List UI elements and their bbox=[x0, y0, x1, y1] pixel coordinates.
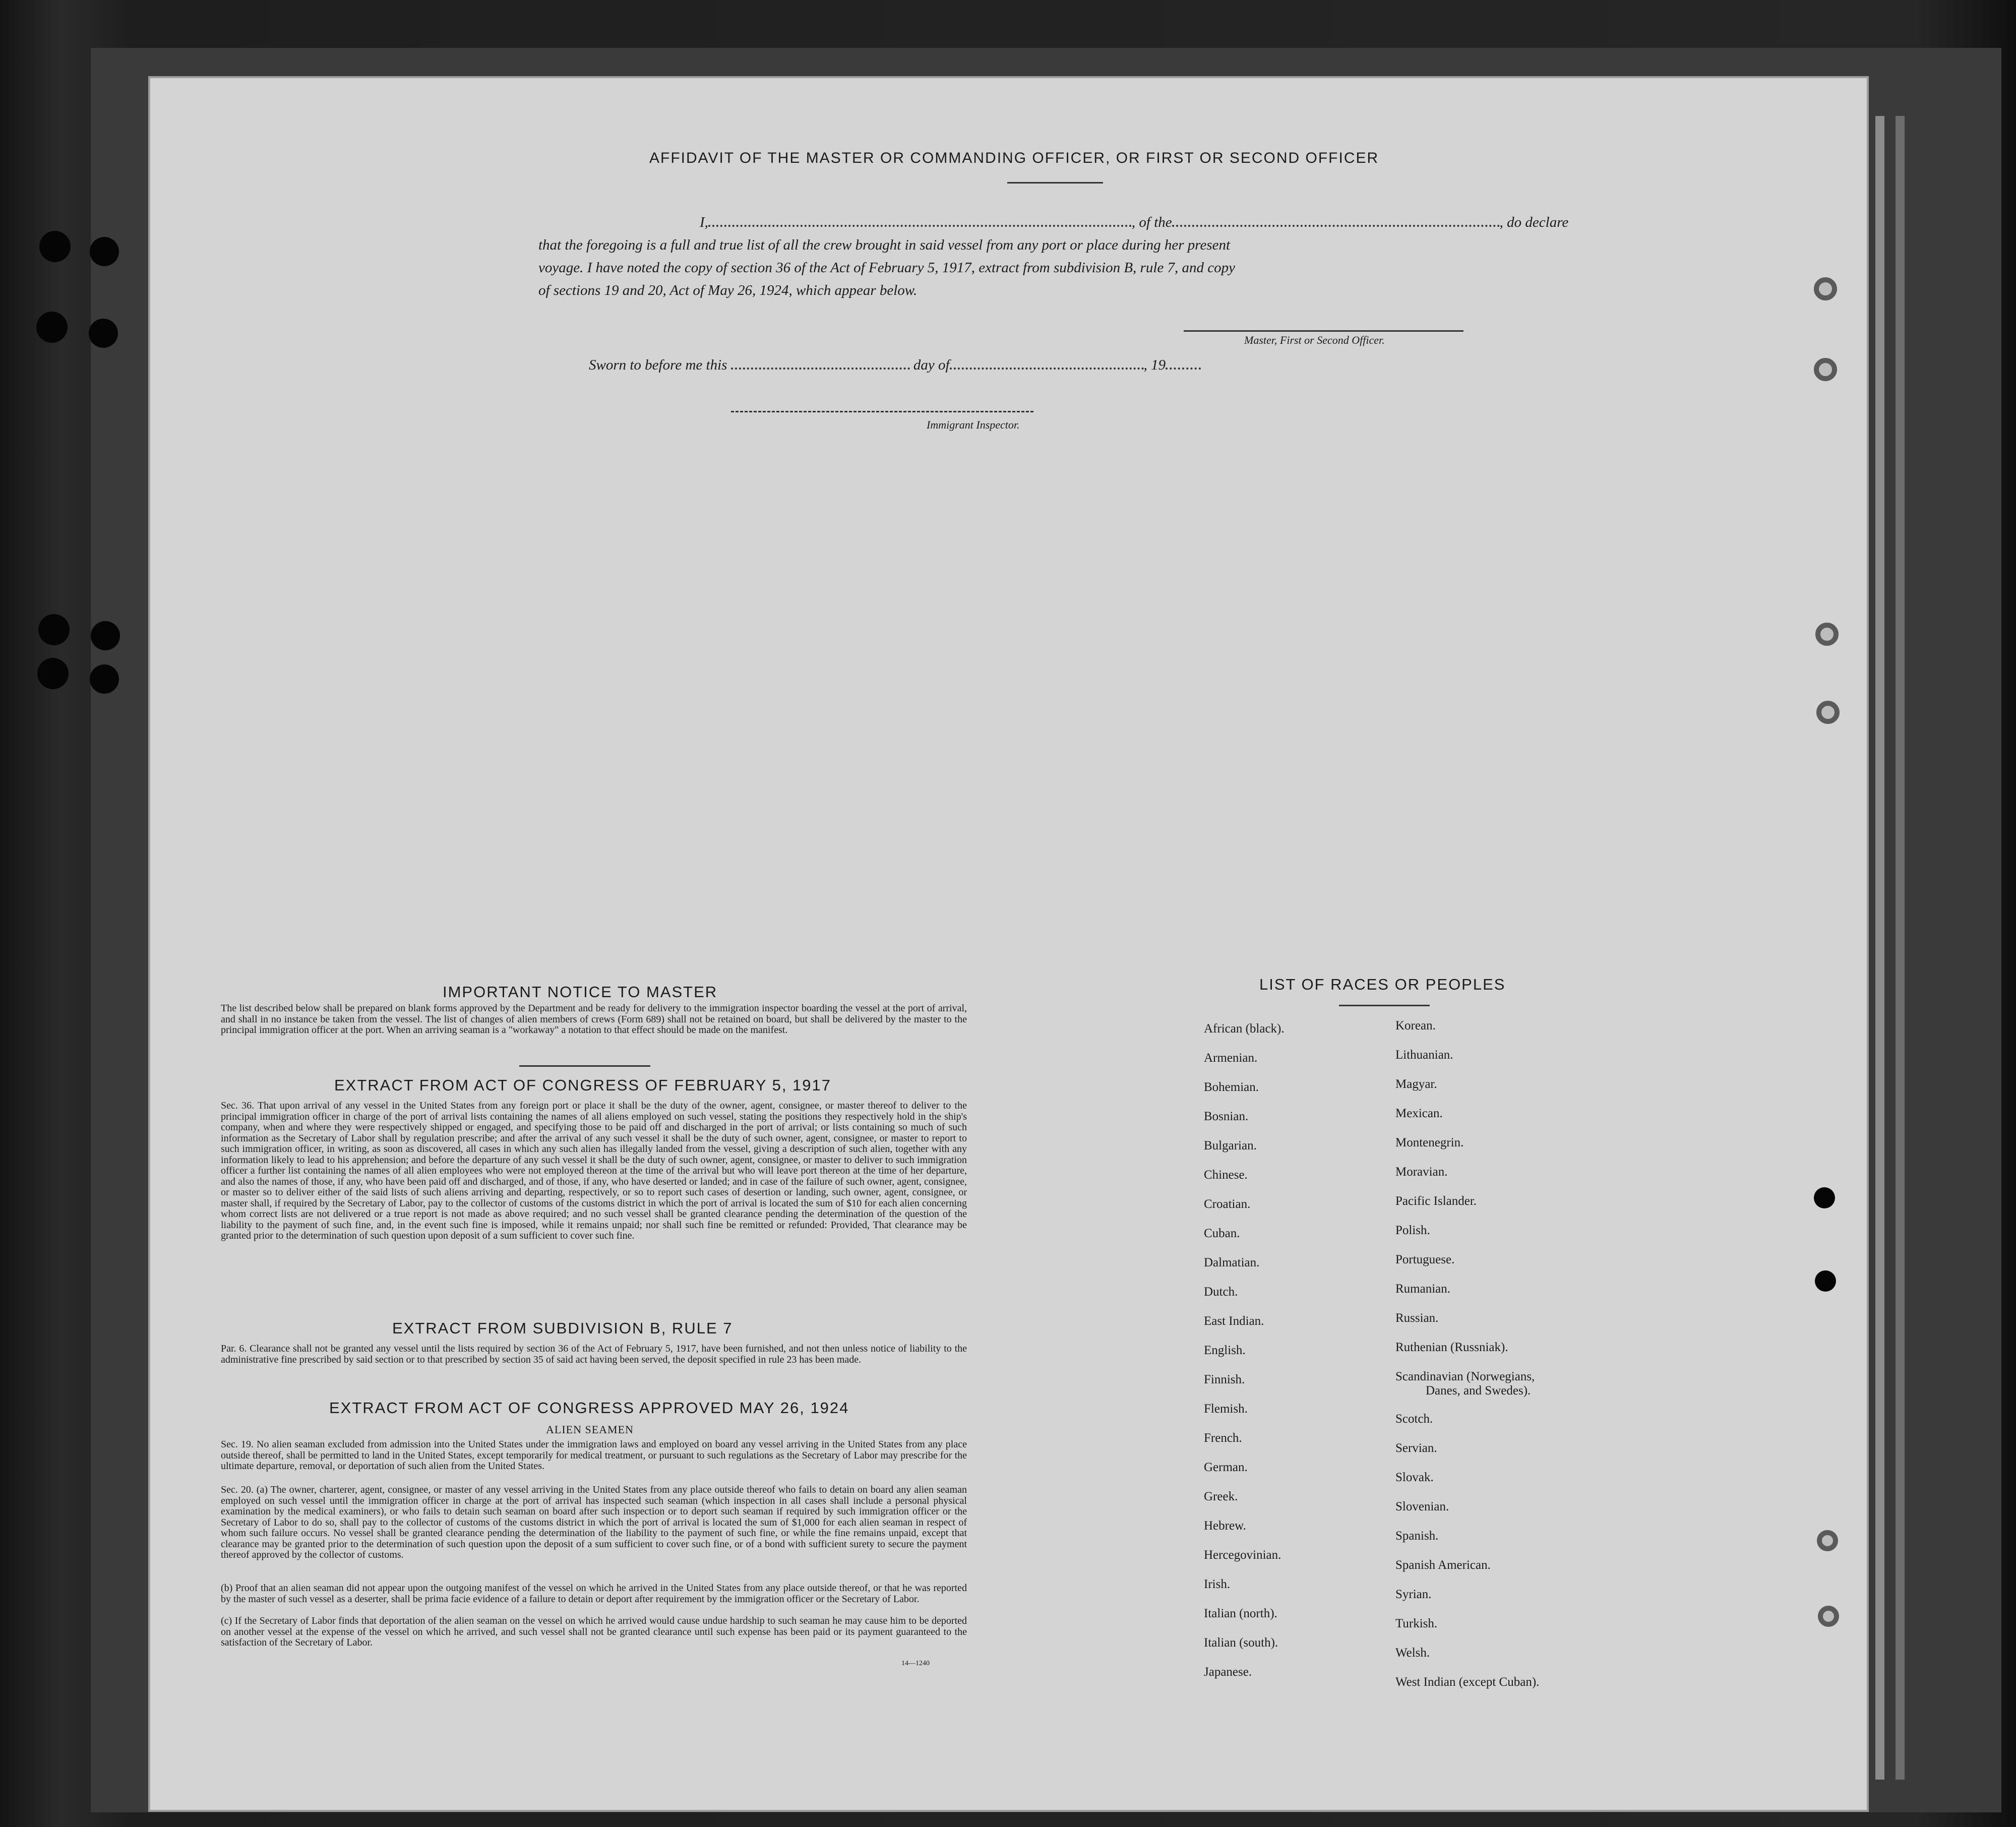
binder-ring bbox=[1814, 358, 1837, 381]
sec19-body: Sec. 19. No alien seaman excluded from admission into the United States under the immigration laws and employed on board any vessel arriving in the United States from any place outside thereof, shall be permitted to land in the United States, except temporarily for medical treatment, or pursuant to such regulations as the Secretary of Labor may prescribe for the ultimate departure, removal, or deportation of such alien from the United States. bbox=[221, 1439, 967, 1472]
extract-1924-subtitle: ALIEN SEAMEN bbox=[546, 1423, 634, 1436]
race-item: Bosnian. bbox=[1204, 1110, 1249, 1123]
master-signature-label: Master, First or Second Officer. bbox=[1244, 334, 1385, 346]
race-item: Welsh. bbox=[1395, 1646, 1430, 1660]
affidavit-of-the: , of the bbox=[1131, 214, 1172, 230]
title-rule bbox=[1007, 182, 1103, 184]
punch-hole bbox=[37, 658, 69, 689]
affidavit-line1 bbox=[700, 214, 1568, 231]
punch-hole bbox=[90, 237, 119, 266]
race-item: Moravian. bbox=[1395, 1165, 1448, 1179]
race-item: Greek. bbox=[1204, 1490, 1238, 1503]
race-item: Magyar. bbox=[1395, 1077, 1437, 1091]
sworn-line bbox=[589, 357, 1201, 374]
inspector-signature-line[interactable] bbox=[731, 411, 1033, 412]
race-item: West Indian (except Cuban). bbox=[1395, 1675, 1540, 1689]
binder-ring bbox=[1814, 277, 1837, 300]
punch-hole bbox=[36, 312, 68, 343]
rule7-title: EXTRACT FROM SUBDIVISION B, RULE 7 bbox=[392, 1319, 733, 1337]
sworn-day-field[interactable] bbox=[731, 368, 910, 370]
notice-title: IMPORTANT NOTICE TO MASTER bbox=[443, 983, 718, 1001]
race-item: Servian. bbox=[1395, 1441, 1437, 1455]
punch-hole bbox=[1814, 1187, 1835, 1208]
sworn-month-field[interactable] bbox=[950, 368, 1144, 370]
inspector-label: Immigrant Inspector. bbox=[927, 418, 1020, 431]
affidavit-line3: voyage. I have noted the copy of section 36 of the Act of February 5, 1917, extract from subdivision B, rule 7, and copy bbox=[538, 260, 1236, 276]
extract-1917-title: EXTRACT FROM ACT OF CONGRESS OF FEBRUARY 5, 1917 bbox=[334, 1076, 832, 1094]
affidavit-line2: that the foregoing is a full and true list of all the crew brought in said vessel from any port or place during her present bbox=[538, 237, 1231, 253]
race-item: Mexican. bbox=[1395, 1107, 1443, 1120]
race-item: Ruthenian (Russniak). bbox=[1395, 1341, 1508, 1354]
vessel-name-field[interactable] bbox=[1172, 225, 1500, 227]
race-item: Rumanian. bbox=[1395, 1282, 1451, 1296]
sec20c-body: (c) If the Secretary of Labor finds that deportation of the alien seaman on the vessel on which he arrived would cause undue hardship to such seaman he may cause him to be deported on another vessel at the expense of the vessel on which he arrived, and such vessel shall not be granted clearance until such expense has been paid or its payment guaranteed to the satisfaction of the Secretary of Labor. bbox=[221, 1615, 967, 1648]
race-item: Korean. bbox=[1395, 1019, 1436, 1032]
race-item: Scandinavian (Norwegians, bbox=[1395, 1370, 1535, 1383]
race-item: Italian (north). bbox=[1204, 1607, 1277, 1620]
race-item: Polish. bbox=[1395, 1224, 1430, 1237]
sworn-year: , 19 bbox=[1143, 357, 1166, 373]
punch-hole bbox=[89, 319, 118, 348]
race-item: East Indian. bbox=[1204, 1314, 1264, 1328]
race-item: German. bbox=[1204, 1460, 1248, 1474]
section-divider bbox=[519, 1065, 650, 1067]
race-item: Croatian. bbox=[1204, 1197, 1251, 1211]
extract-1924-title: EXTRACT FROM ACT OF CONGRESS APPROVED MAY 26, 1924 bbox=[329, 1399, 849, 1417]
page-edge bbox=[1875, 116, 1884, 1780]
affidavit-title: AFFIDAVIT OF THE MASTER OR COMMANDING OFFICER, OR FIRST OR SECOND OFFICER bbox=[649, 150, 1379, 166]
affidavit-i: I, bbox=[700, 214, 708, 230]
race-item: Portuguese. bbox=[1395, 1253, 1455, 1266]
punch-hole bbox=[1815, 1270, 1836, 1292]
races-right-column bbox=[1395, 1019, 1539, 1704]
punch-hole bbox=[38, 614, 70, 645]
race-item: Cuban. bbox=[1204, 1227, 1240, 1240]
race-item: Russian. bbox=[1395, 1311, 1439, 1325]
race-item: Spanish American. bbox=[1395, 1558, 1491, 1572]
affidavit-line4: of sections 19 and 20, Act of May 26, 1924, which appear below. bbox=[538, 282, 918, 298]
races-left-column bbox=[1204, 1022, 1285, 1694]
race-item: Montenegrin. bbox=[1395, 1136, 1464, 1149]
race-item: Turkish. bbox=[1395, 1617, 1438, 1630]
race-item: Bulgarian. bbox=[1204, 1139, 1257, 1152]
race-item: Spanish. bbox=[1395, 1529, 1439, 1543]
race-item: Irish. bbox=[1204, 1577, 1231, 1591]
race-item: Bohemian. bbox=[1204, 1080, 1259, 1094]
races-title: LIST OF RACES OR PEOPLES bbox=[1259, 976, 1506, 993]
race-item: Finnish. bbox=[1204, 1373, 1245, 1386]
punch-hole bbox=[39, 231, 71, 262]
sworn-year-field[interactable] bbox=[1166, 368, 1201, 370]
race-item: Slovenian. bbox=[1395, 1500, 1449, 1513]
race-item: Dutch. bbox=[1204, 1285, 1238, 1299]
punch-hole bbox=[91, 621, 120, 650]
sworn-day-of: day of bbox=[913, 357, 950, 373]
document-page bbox=[150, 78, 1867, 1810]
races-title-rule bbox=[1339, 1005, 1430, 1006]
race-item: Danes, and Swedes). bbox=[1426, 1384, 1531, 1397]
affidavit-do-declare: , do declare bbox=[1499, 214, 1569, 230]
binder-ring bbox=[1815, 623, 1839, 646]
race-item: Dalmatian. bbox=[1204, 1256, 1260, 1269]
race-item: Flemish. bbox=[1204, 1402, 1248, 1416]
race-item: Pacific Islander. bbox=[1395, 1194, 1477, 1208]
race-item: Armenian. bbox=[1204, 1051, 1258, 1065]
extract-1917-body: Sec. 36. That upon arrival of any vessel in the United States from any foreign port or place it shall be the duty of the owner, agent, consignee, or master thereof to deliver to the principal immigration officer in charge of the port of arrival lists containing the names of all aliens employed on such vessel, stating the positions they respectively hold in the ship's company, when and where they were respectively shipped or engaged, and specifying those to be paid off and discharged in the port of arrival; or lists containing so much of such information as the Secretary of Labor shall by regulation prescribe; and after the arrival of any such vessel it shall be the duty of such owner, agent, consignee, or master to report to such immigration officer, in writing, as soon as discovered, all cases in which any such alien has illegally landed from the vessel, giving a description of such alien, together with any information likely to lead to his apprehension; and before the departure of any such vessel it shall be the duty of such owner, agent, consignee, or master to deliver to such immigration officer a further list containing the names of all alien employees who were not employed thereon at the time of the arrival but who will leave port thereon at the time of her departure, and also the names of those, if any, who have been paid off and discharged, and of those, if any, who have deserted or landed; and in case of the failure of such owner, agent, consignee, or master so to deliver either of the said lists of such aliens arriving and departing, respectively, or so to report such cases of desertion or landing, such owner, agent, consignee, or master shall, if required by the Secretary of Labor, pay to the collector of customs of the customs district in which the port of arrival is located the sum of $10 for each alien concerning whom correct lists are not delivered or a true report is not made as above required; and no such vessel shall be granted clearance pending the determination of the question of the liability to the payment of such fine, and, in the event such fine is imposed, while it remains unpaid; nor shall such fine be remitted or refunded: Provided, That clearance may be granted prior to the determination of such question upon deposit of a sum sufficient to cover such fine. bbox=[221, 1100, 967, 1241]
race-item: English. bbox=[1204, 1344, 1246, 1357]
race-item: Hercegovinian. bbox=[1204, 1548, 1281, 1562]
form-number: 14—1240 bbox=[901, 1660, 930, 1667]
notice-body: The list described below shall be prepared on blank forms approved by the Department and be ready for delivery to the immigration inspector boarding the vessel at the port of arrival, and shall in no instance be taken from the vessel. The list of changes of alien members of crews (Form 689) shall not be retained on board, but shall be delivered by the master to the principal immigration officer at the port. When an arriving seaman is a "workaway" a notation to that effect should be made on the manifest. bbox=[221, 1003, 967, 1036]
binder-ring bbox=[1817, 1530, 1838, 1551]
race-item: Lithuanian. bbox=[1395, 1048, 1453, 1062]
binder-ring bbox=[1818, 1606, 1839, 1627]
binder-ring bbox=[1816, 701, 1840, 724]
sworn-prefix: Sworn to before me this bbox=[589, 357, 727, 373]
race-item: Syrian. bbox=[1395, 1588, 1432, 1601]
race-item: Slovak. bbox=[1395, 1471, 1434, 1484]
race-item: Japanese. bbox=[1204, 1665, 1252, 1679]
race-item: Scotch. bbox=[1395, 1412, 1433, 1426]
race-item: Chinese. bbox=[1204, 1168, 1248, 1182]
sec20b-body: (b) Proof that an alien seaman did not appear upon the outgoing manifest of the vessel on which he arrived in the United States from any place outside thereof, or that he was reported by the master of such vessel as a deserter, shall be prima facie evidence of a failure to detain or deport after requirement by the immigration officer or the Secretary of Labor. bbox=[221, 1582, 967, 1605]
race-item: French. bbox=[1204, 1431, 1242, 1445]
race-item: African (black). bbox=[1204, 1022, 1285, 1036]
page-edge bbox=[1896, 116, 1905, 1780]
master-signature-line[interactable] bbox=[1184, 330, 1463, 332]
punch-hole bbox=[90, 664, 119, 694]
declarant-name-field[interactable] bbox=[708, 225, 1132, 227]
race-item: Italian (south). bbox=[1204, 1636, 1278, 1650]
sec20a-body: Sec. 20. (a) The owner, charterer, agent, consignee, or master of any vessel arriving in the United States from any place outside thereof who fails to detain on board any alien seaman employed on such vessel until the immigration officer in charge at the port of arrival has inspected such seaman (which inspection in all cases shall include a personal physical examination by the medical examiners), or who fails to detain such seaman on board after such inspection or to deport such seaman if required by such immigration officer or the Secretary of Labor to do so, shall pay to the collector of customs of the customs district in which the port of arrival is located the sum of $1,000 for each alien seaman in respect of whom such failure occurs. No vessel shall be granted clearance pending the determination of the liability to the payment of such fine, or while the fine remains unpaid, except that clearance may be granted prior to the determination of such question upon the deposit of a sum sufficient to cover such fine, or of a bond with sufficient surety to secure the payment thereof approved by the collector of customs. bbox=[221, 1484, 967, 1560]
rule7-body: Par. 6. Clearance shall not be granted any vessel until the lists required by section 36 of the Act of February 5, 1917, have been furnished, and not then unless notice of liability to the administrative fine prescribed by said section or to that prescribed by section 35 of said act having been served, the deposit specified in rule 23 has been made. bbox=[221, 1343, 967, 1365]
race-item: Hebrew. bbox=[1204, 1519, 1246, 1533]
